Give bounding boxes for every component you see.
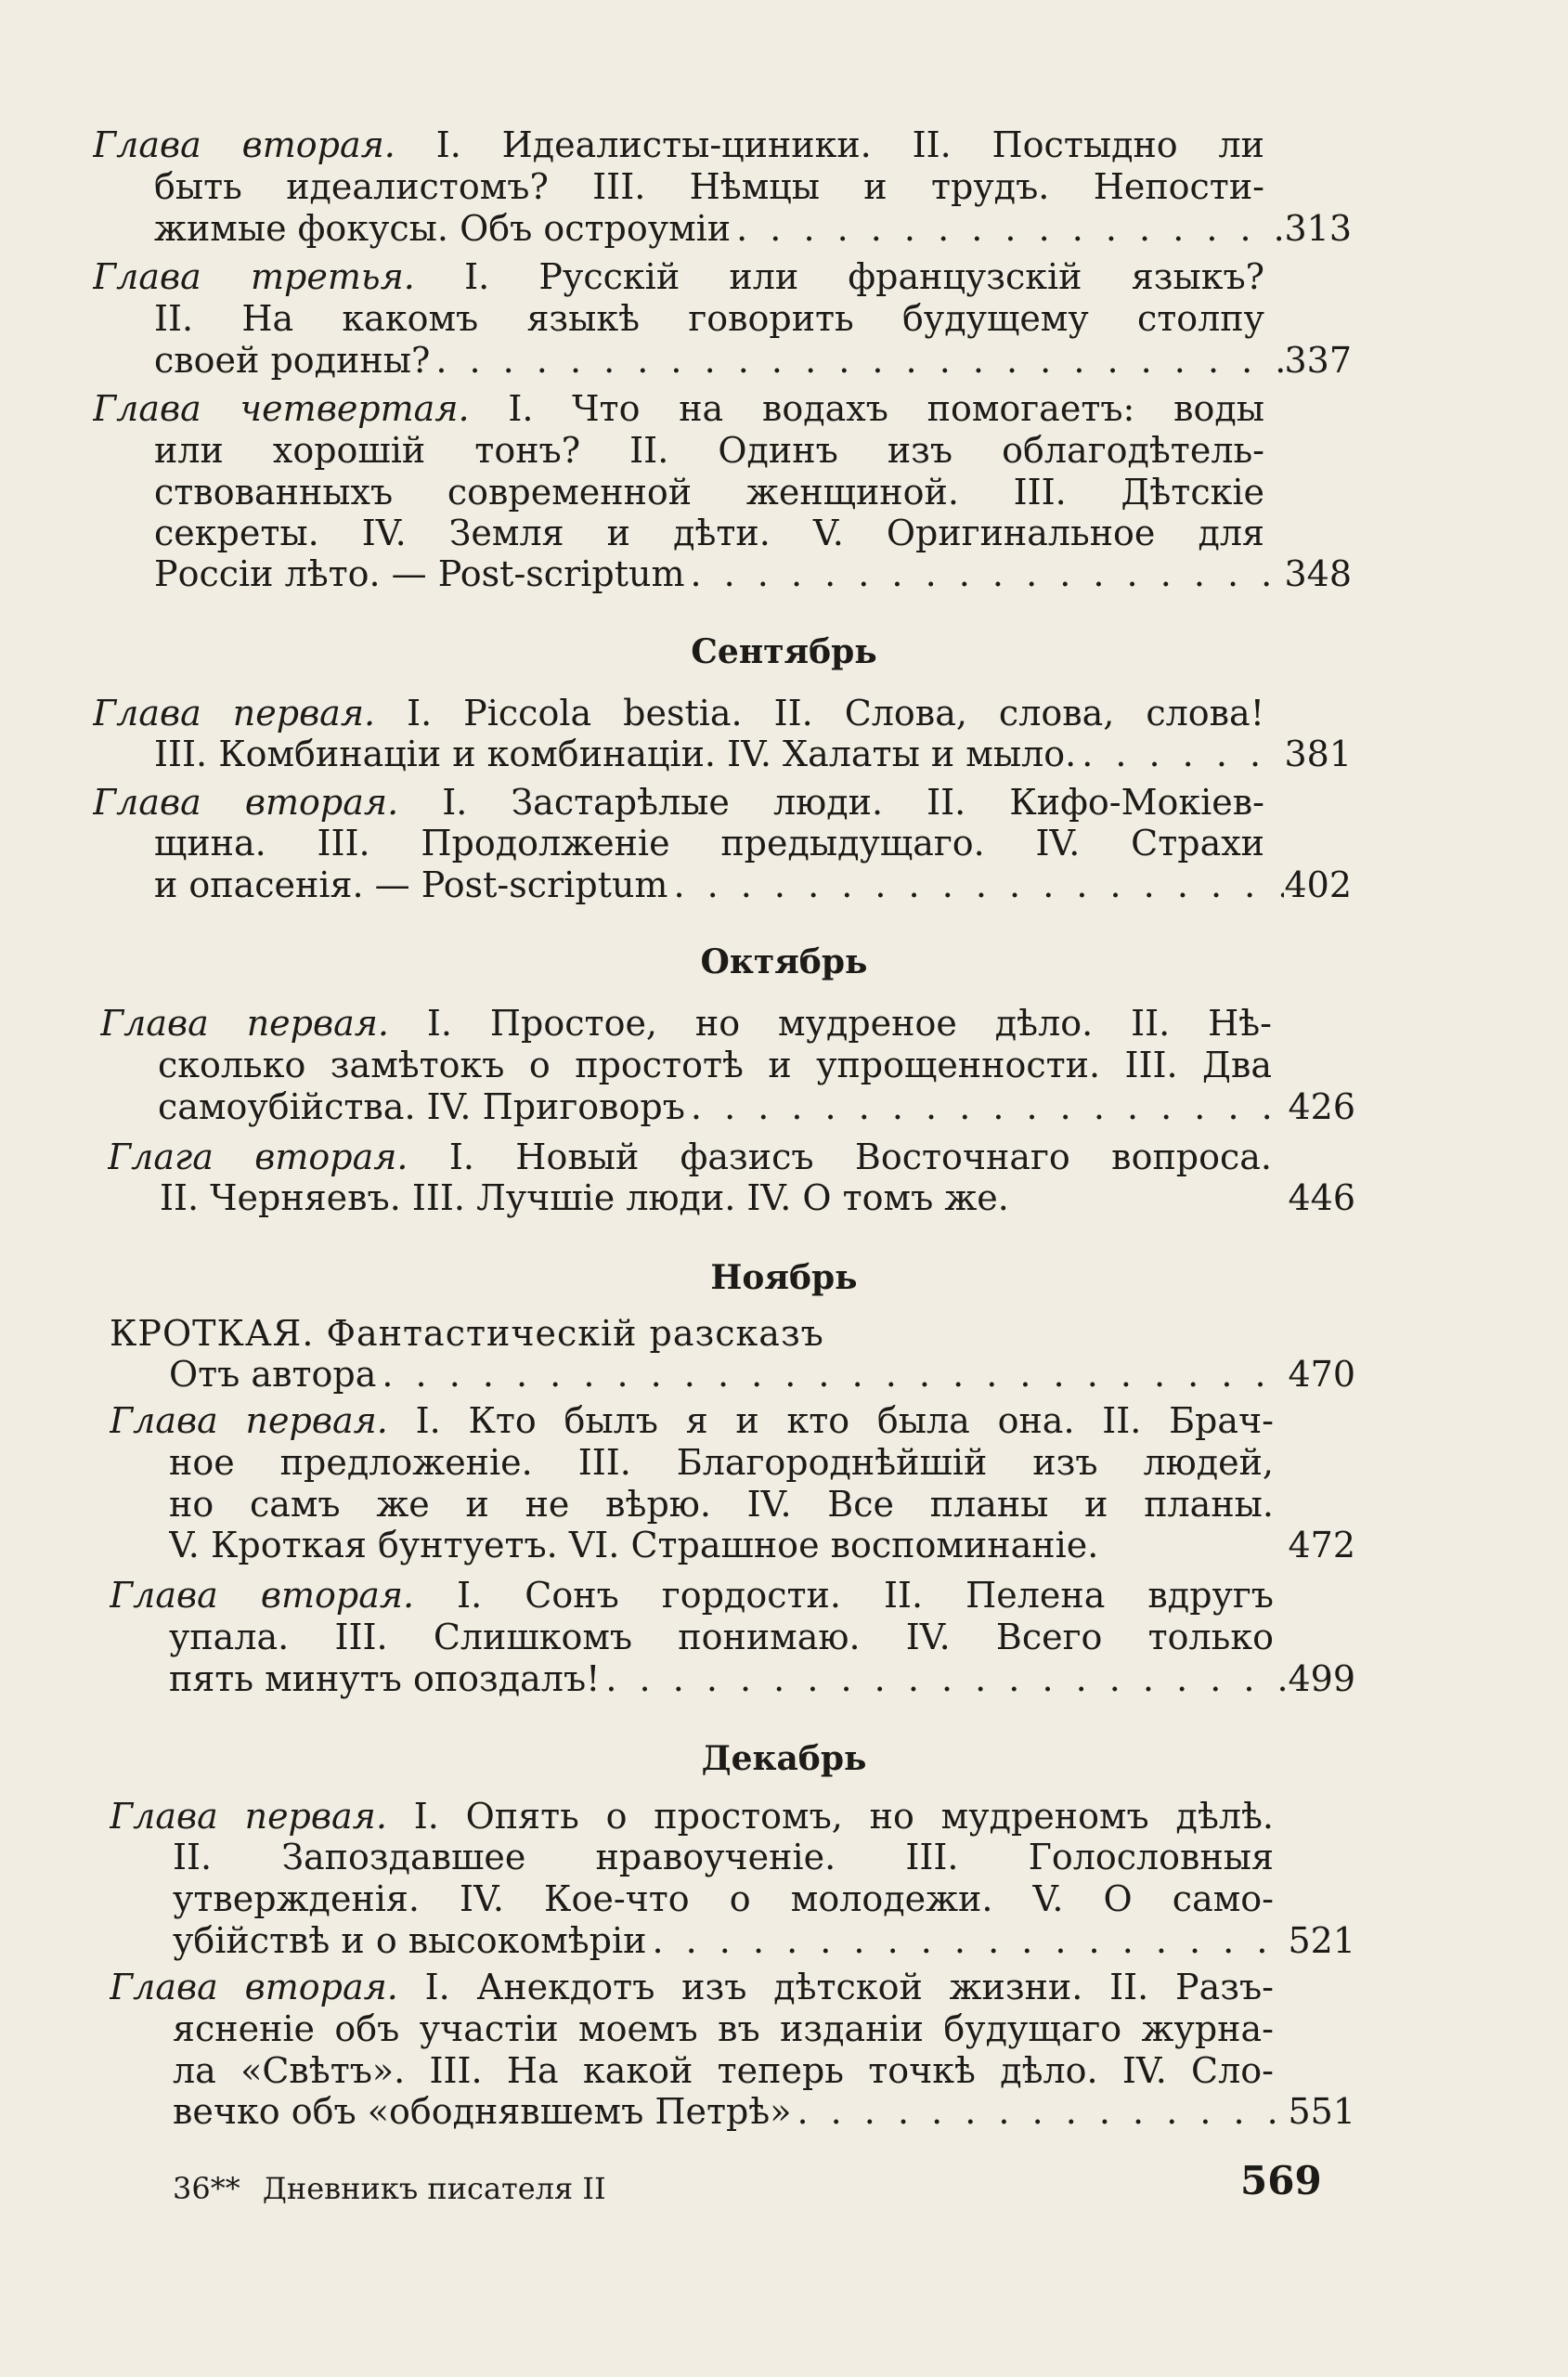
- toc-entry-line: утвержденія. IV. Кое-что о молодежи. V. О само-: [173, 1878, 1274, 1919]
- toc-entry-line: ясненіе объ участіи моемъ въ изданіи будущаго журна-: [173, 2008, 1274, 2049]
- chapter-label: Глава первая.: [110, 1796, 387, 1837]
- toc-entry-line: сколько замѣтокъ о простотѣ и упрощенности. III. Два: [158, 1045, 1272, 1085]
- leader-dots: [685, 1081, 1289, 1133]
- toc-entry-line-last: [154, 202, 1352, 254]
- toc-entry-line-last: [158, 1081, 1355, 1133]
- chapter-label: Глава вторая.: [110, 1575, 415, 1616]
- chapter-label: Глава первая.: [100, 1003, 389, 1044]
- entry-text: I. Простое, но мудреное дѣло. II. Нѣ-: [426, 1003, 1272, 1044]
- chapter-label: Глава вторая.: [110, 1967, 398, 2007]
- toc-entry-line: ла «Свѣтъ». III. На какой теперь точкѣ дѣло. IV. Сло-: [173, 2050, 1274, 2091]
- toc-entry-line: упала. III. Слишкомъ понимаю. IV. Всего только: [169, 1617, 1274, 1657]
- toc-entry-line: щина. III. Продолженіе предыдущаго. IV. Страхи: [154, 823, 1264, 864]
- entry-text: I. Идеалисты-циники. II. Постыдно ли: [435, 124, 1264, 165]
- entry-text: I. Русскій или французскій языкъ?: [464, 256, 1264, 297]
- entry-text: вечко объ «ободнявшемъ Петрѣ»: [173, 2091, 792, 2132]
- entry-text: III. Комбинаціи и комбинаціи. IV. Халаты и мыло.: [154, 734, 1077, 774]
- toc-entry-line-last: [160, 1172, 1355, 1224]
- toc-entry-line: ствованныхъ современной женщиной. III. Дѣтскіе: [154, 472, 1264, 513]
- chapter-label: Глава вторая.: [93, 124, 395, 165]
- page-ref: 472: [1288, 1525, 1355, 1565]
- page-ref: 470: [1288, 1354, 1355, 1395]
- toc-entry-line: ное предложеніе. III. Благороднѣйшій изъ людей,: [169, 1442, 1274, 1483]
- entry-text: жимые фокусы. Объ остроуміи: [154, 208, 732, 249]
- entry-text: I. Анекдотъ изъ дѣтской жизни. II. Разъ-: [424, 1967, 1274, 2007]
- toc-entry-line-last: [173, 1915, 1355, 1967]
- toc-entry-line-last: [154, 859, 1352, 911]
- toc-entry-line: секреты. IV. Земля и дѣти. V. Оригинальное для: [154, 513, 1264, 553]
- entry-text: своей родины?: [154, 340, 431, 381]
- chapter-label: Глава четвертая.: [93, 388, 470, 429]
- page-ref: 521: [1288, 1920, 1355, 1961]
- entry-text: убійствѣ и о высокомѣріи: [173, 1920, 647, 1961]
- entry-text: I. Опять о простомъ, но мудреномъ дѣлѣ.: [413, 1796, 1274, 1837]
- toc-entry-line: или хорошій тонъ? II. Одинъ изъ облагодѣтель-: [154, 430, 1264, 471]
- chapter-label: Глава первая.: [110, 1400, 388, 1441]
- toc-entry-line-last: [169, 1653, 1355, 1705]
- page-ref: 348: [1284, 553, 1352, 594]
- page-ref: 446: [1288, 1177, 1355, 1218]
- leader-dots: [791, 2085, 1288, 2137]
- leader-dots: [667, 859, 1284, 911]
- page-ref: 313: [1284, 208, 1352, 249]
- leader-dots: [600, 1653, 1288, 1705]
- toc-entry-line: КРОТКАЯ. Фантастическій разсказъ: [110, 1313, 824, 1354]
- page-ref: 337: [1284, 340, 1352, 381]
- book-title: Дневникъ писателя II: [262, 2171, 606, 2206]
- leader-dots: [684, 548, 1284, 600]
- leader-dots: [1076, 728, 1284, 780]
- chapter-label: Глава первая.: [93, 693, 376, 734]
- entry-text: самоубійства. IV. Приговоръ: [158, 1086, 685, 1127]
- entry-text: I. Кто былъ я и кто была она. II. Брач-: [415, 1400, 1274, 1441]
- entry-text: I. Piccola bestia. II. Слова, слова, слова!: [407, 693, 1264, 734]
- toc-entry-line-last: [169, 1519, 1355, 1571]
- entry-text: и опасенія. — Post-scriptum: [154, 864, 668, 905]
- toc-entry-line: но самъ же и не вѣрю. IV. Все планы и планы.: [169, 1484, 1274, 1525]
- toc-entry-line-last: [154, 548, 1352, 600]
- page-ref: 551: [1288, 2091, 1355, 2132]
- chapter-label: Глага вторая.: [108, 1137, 408, 1177]
- month-heading-september: Сентябрь: [691, 632, 877, 671]
- entry-text: I. Новый фазисъ Восточнаго вопроса.: [448, 1137, 1272, 1177]
- leader-dots: [376, 1348, 1288, 1400]
- entry-text: V. Кроткая бунтуетъ. VI. Страшное воспоминаніе.: [169, 1525, 1099, 1565]
- entry-text: I. Что на водахъ помогаетъ: воды: [508, 388, 1264, 429]
- page-number: 569: [1240, 2158, 1322, 2203]
- toc-entry-line-last: [154, 334, 1352, 386]
- toc-entry-line-last: [173, 2085, 1355, 2137]
- leader-dots: [646, 1915, 1288, 1967]
- toc-entry-line-last: [169, 1348, 1355, 1400]
- entry-text: I. Сонъ гордости. II. Пелена вдругъ: [457, 1575, 1274, 1616]
- month-heading-december: Декабрь: [701, 1739, 867, 1778]
- entry-text: I. Застарѣлые люди. II. Кифо-Мокіев-: [442, 782, 1264, 823]
- toc-entry-line-last: [154, 728, 1352, 780]
- entry-text: Россіи лѣто. — Post-scriptum: [154, 553, 685, 594]
- page-ref: 426: [1288, 1086, 1355, 1127]
- month-heading-november: Ноябрь: [710, 1258, 858, 1297]
- entry-text: Отъ автора: [169, 1354, 377, 1395]
- page-ref: 402: [1284, 864, 1352, 905]
- page-ref: 381: [1284, 734, 1352, 774]
- leader-dots: [731, 202, 1284, 254]
- signature-mark: 36**: [173, 2171, 240, 2206]
- leader-dots: [430, 334, 1284, 386]
- month-heading-october: Октябрь: [700, 942, 868, 981]
- chapter-label: Глава вторая.: [93, 782, 399, 823]
- toc-entry-line: II. На какомъ языкѣ говорить будущему столпу: [154, 298, 1264, 339]
- entry-text: пять минутъ опоздалъ!: [169, 1658, 601, 1699]
- page-ref: 499: [1288, 1658, 1355, 1699]
- toc-entry-line: быть идеалистомъ? III. Нѣмцы и трудъ. Непости-: [154, 166, 1264, 207]
- footer-signature: [173, 2165, 606, 2212]
- chapter-label: Глава третья.: [93, 256, 415, 297]
- toc-entry-line: II. Запоздавшее нравоученіе. III. Голословныя: [173, 1837, 1274, 1877]
- entry-text: II. Черняевъ. III. Лучшіе люди. IV. О томъ же.: [160, 1177, 1009, 1218]
